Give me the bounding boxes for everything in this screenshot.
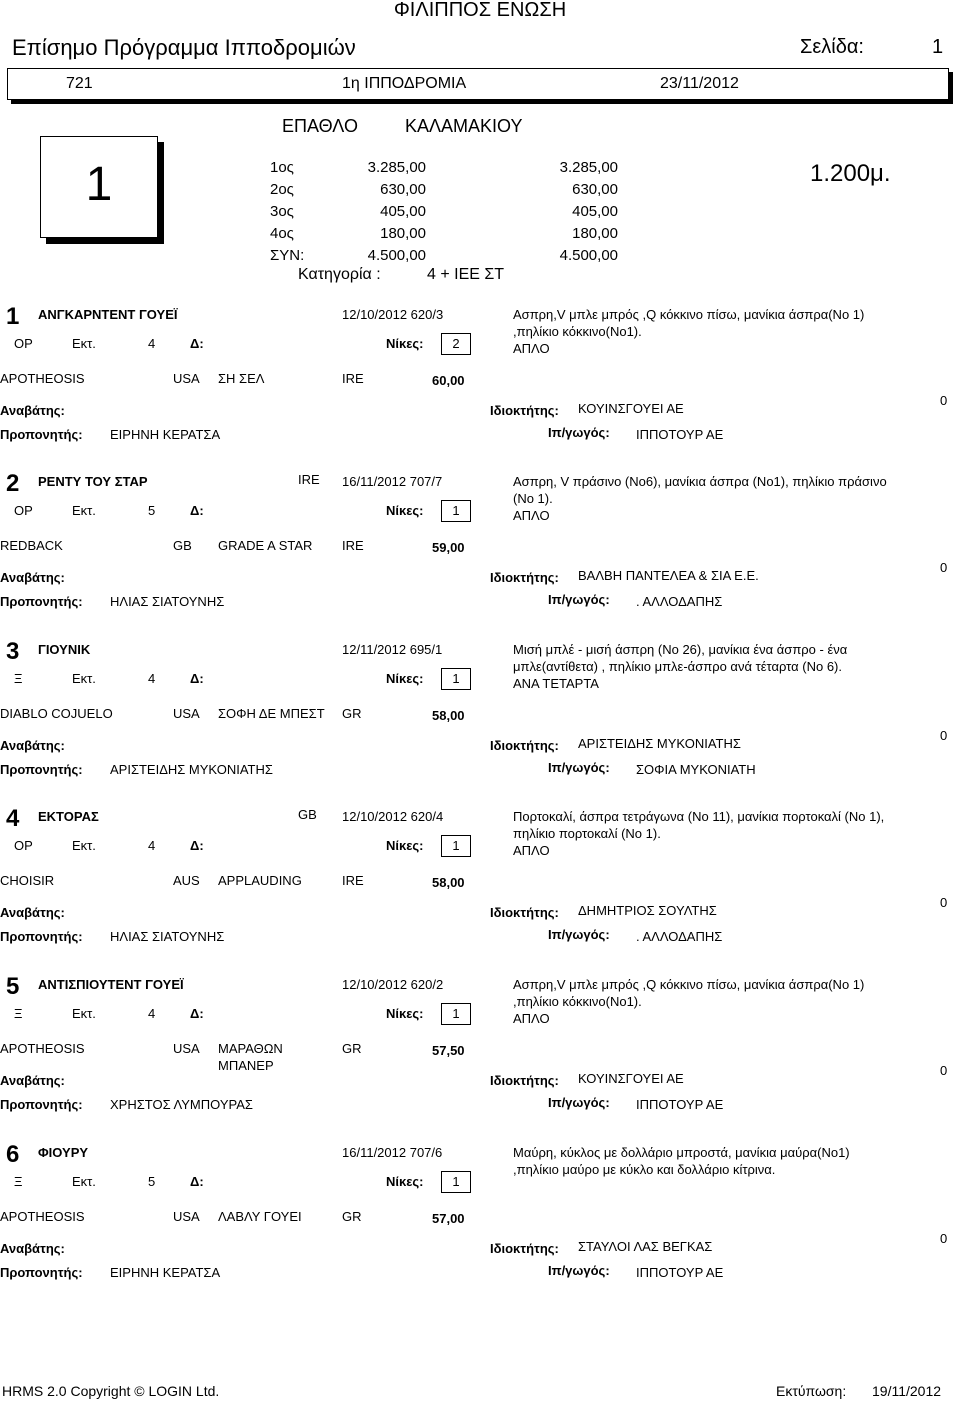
horse-name: ΦΙΟΥΡΥ <box>38 1145 89 1160</box>
breeder-name: ΙΠΠΟΤΟΥΡ ΑΕ <box>636 427 724 442</box>
prize-amount: 630,00 <box>380 180 426 198</box>
owner-label: Ιδιοκτήτης: <box>490 403 559 418</box>
horse-name: ΑΝΤΙΣΠΙΟΥΤΕΝΤ ΓΟΥΕΪ <box>38 977 184 992</box>
sire-name: DIABLO COJUELO <box>0 706 113 721</box>
owner-label: Ιδιοκτήτης: <box>490 738 559 753</box>
meeting-date: 23/11/2012 <box>660 75 739 92</box>
horse-origin: GB <box>298 807 317 822</box>
carried-weight: 58,00 <box>432 708 465 723</box>
silks-line-1: Ασπρη, V πράσινο (Νο6), μανίκια άσπρα (Νο1), πηλίκιο πράσινο <box>513 474 887 489</box>
wins-label: Νίκες: <box>386 1006 424 1021</box>
sire-country: AUS <box>173 873 200 888</box>
ekt-label: Εκτ. <box>72 1174 96 1189</box>
page-label: Σελίδα: <box>800 36 864 58</box>
wins-box: 1 <box>441 668 471 690</box>
trainer-label: Προπονητής: <box>0 1097 83 1112</box>
dam-country: IRE <box>342 873 364 888</box>
dam-country: GR <box>342 1041 362 1056</box>
breeder-label: Ιπ/γωγός: <box>548 1095 610 1110</box>
horse-entry <box>0 973 960 1147</box>
prize-row <box>270 178 618 200</box>
entry-code: 0 <box>940 728 948 743</box>
horse-sex: ΟΡ <box>14 336 33 351</box>
trainer-name: ΧΡΗΣΤΟΣ ΛΥΜΠΟΥΡΑΣ <box>110 1097 253 1112</box>
breeder-label: Ιπ/γωγός: <box>548 927 610 942</box>
breeder-label: Ιπ/γωγός: <box>548 760 610 775</box>
owner-label: Ιδιοκτήτης: <box>490 570 559 585</box>
last-race: 12/10/2012 620/2 <box>342 977 444 992</box>
horse-sex: Ξ <box>14 1006 23 1021</box>
horse-age: 4 <box>148 838 156 853</box>
prize-place: 1ος <box>270 158 294 176</box>
meeting-number: 721 <box>66 75 93 92</box>
wins-label: Νίκες: <box>386 1174 424 1189</box>
entry-code: 0 <box>940 1063 948 1078</box>
meeting-bar <box>7 68 949 100</box>
silks-line-3: ΑΠΛΟ <box>513 1011 550 1026</box>
sire-country: USA <box>173 371 200 386</box>
horse-age: 4 <box>148 671 156 686</box>
prize-table <box>270 156 618 266</box>
breeder-name: . ΑΛΛΟΔΑΠΗΣ <box>636 929 723 944</box>
horse-name: ΡΕΝΤΥ ΤΟΥ ΣΤΑΡ <box>38 474 148 489</box>
owner-name: ΑΡΙΣΤΕΙΔΗΣ ΜΥΚΟΝΙΑΤΗΣ <box>578 736 741 751</box>
silks-line-2: ,πηλίκιο κόκκινο(Νο1). <box>513 994 642 1009</box>
category-label: Κατηγορία : <box>298 266 381 283</box>
trainer-name: ΗΛΙΑΣ ΣΙΑΤΟΥΝΗΣ <box>110 594 225 609</box>
silks-line-3: ΑΝΑ ΤΕΤΑΡΤΑ <box>513 676 599 691</box>
race-distance: 1.200μ. <box>810 160 891 187</box>
ekt-label: Εκτ. <box>72 838 96 853</box>
horse-origin: IRE <box>298 472 320 487</box>
entry-code: 0 <box>940 393 948 408</box>
delta-label: Δ: <box>190 671 204 686</box>
dam-country: IRE <box>342 371 364 386</box>
trainer-label: Προπονητής: <box>0 1265 83 1280</box>
silks-line-3: ΑΠΛΟ <box>513 843 550 858</box>
prize-amount-total: 180,00 <box>572 224 618 242</box>
dam-name: ΛΑΒΛΥ ΓΟΥΕΙ <box>218 1209 302 1224</box>
last-race: 16/11/2012 707/6 <box>342 1145 443 1160</box>
owner-name: ΚΟΥΙΝΣΓΟΥΕΙ ΑΕ <box>578 1071 684 1086</box>
jockey-label: Αναβάτης: <box>0 403 65 418</box>
delta-label: Δ: <box>190 336 204 351</box>
silks-line-1: Ασπρη,V μπλε μπρός ,Q κόκκινο πίσω, μανίκια άσπρα(Νο 1) <box>513 307 865 322</box>
silks-line-2: πηλίκιο πορτοκαλί (Νο 1). <box>513 826 661 841</box>
prize-place: ΣΥΝ: <box>270 246 305 264</box>
entry-code: 0 <box>940 1231 948 1246</box>
horse-entry <box>0 470 960 644</box>
prize-row <box>270 222 618 244</box>
owner-label: Ιδιοκτήτης: <box>490 905 559 920</box>
prize-label: ΕΠΑΘΛΟ <box>282 116 358 136</box>
delta-label: Δ: <box>190 1174 204 1189</box>
trainer-label: Προπονητής: <box>0 427 83 442</box>
dam-name: ΜΑΡΑΘΩΝ <box>218 1041 283 1056</box>
ekt-label: Εκτ. <box>72 671 96 686</box>
prize-amount-total: 405,00 <box>572 202 618 220</box>
dam-name: GRADE A STAR <box>218 538 313 553</box>
horse-entry <box>0 303 960 477</box>
prize-amount-total: 630,00 <box>572 180 618 198</box>
dam-name: ΣΟΦΗ ΔΕ ΜΠΕΣΤ <box>218 706 325 721</box>
wins-label: Νίκες: <box>386 336 424 351</box>
ekt-label: Εκτ. <box>72 336 96 351</box>
jockey-label: Αναβάτης: <box>0 905 65 920</box>
trainer-name: ΕΙΡΗΝΗ ΚΕΡΑΤΣΑ <box>110 427 221 442</box>
carried-weight: 57,50 <box>432 1043 465 1058</box>
horse-number: 6 <box>6 1141 20 1168</box>
footer-copyright: HRMS 2.0 Copyright © LOGIN Ltd. <box>2 1383 220 1399</box>
trainer-name: ΑΡΙΣΤΕΙΔΗΣ ΜΥΚΟΝΙΑΤΗΣ <box>110 762 273 777</box>
trainer-label: Προπονητής: <box>0 594 83 609</box>
trainer-name: ΗΛΙΑΣ ΣΙΑΤΟΥΝΗΣ <box>110 929 225 944</box>
carried-weight: 59,00 <box>432 540 465 555</box>
wins-box: 1 <box>441 1171 471 1193</box>
trainer-label: Προπονητής: <box>0 929 83 944</box>
breeder-label: Ιπ/γωγός: <box>548 1263 610 1278</box>
owner-label: Ιδιοκτήτης: <box>490 1073 559 1088</box>
owner-name: ΣΤΑΥΛΟΙ ΛΑΣ ΒΕΓΚΑΣ <box>578 1239 713 1254</box>
prize-place: 3ος <box>270 202 294 220</box>
wins-box: 1 <box>441 835 471 857</box>
last-race: 12/10/2012 620/3 <box>342 307 444 322</box>
horse-number: 4 <box>6 805 20 832</box>
silks-line-1: Μαύρη, κύκλος με δολλάριο μπροστά, μανίκια μαύρα(Νο1) <box>513 1145 850 1160</box>
sire-name: APOTHEOSIS <box>0 1209 85 1224</box>
prize-place: 2ος <box>270 180 294 198</box>
sire-country: GB <box>173 538 192 553</box>
trainer-name: ΕΙΡΗΝΗ ΚΕΡΑΤΣΑ <box>110 1265 221 1280</box>
sire-country: USA <box>173 1041 200 1056</box>
owner-label: Ιδιοκτήτης: <box>490 1241 559 1256</box>
silks-line-1: Πορτοκαλί, άσπρα τετράγωνα (Νο 11), μανίκια πορτοκαλί (Νο 1), <box>513 809 885 824</box>
owner-name: ΔΗΜΗΤΡΙΟΣ ΣΟΥΛΤΗΣ <box>578 903 717 918</box>
prize-name: ΚΑΛΑΜΑΚΙΟΥ <box>405 116 523 136</box>
category-value: 4 + ΙΕΕ ΣΤ <box>427 266 505 283</box>
horse-entry <box>0 805 960 979</box>
carried-weight: 58,00 <box>432 875 465 890</box>
horse-age: 4 <box>148 336 156 351</box>
delta-label: Δ: <box>190 1006 204 1021</box>
horse-sex: Ξ <box>14 671 23 686</box>
breeder-name: ΙΠΠΟΤΟΥΡ ΑΕ <box>636 1265 724 1280</box>
race-number-box <box>40 136 158 238</box>
wins-box: 1 <box>441 500 471 522</box>
prize-row <box>270 156 618 178</box>
horse-sex: Ξ <box>14 1174 23 1189</box>
prize-amount: 4.500,00 <box>367 246 426 264</box>
jockey-label: Αναβάτης: <box>0 1241 65 1256</box>
horse-sex: ΟΡ <box>14 503 33 518</box>
wins-label: Νίκες: <box>386 838 424 853</box>
dam-country: GR <box>342 1209 362 1224</box>
breeder-label: Ιπ/γωγός: <box>548 425 610 440</box>
entry-code: 0 <box>940 895 948 910</box>
silks-line-2: μπλε(αντίθετα) , πηλίκιο μπλε-άσπρο ανά τέταρτα (Νο 6). <box>513 659 842 674</box>
breeder-name: ΣΟΦΙΑ ΜΥΚΟΝΙΑΤΗ <box>636 762 756 777</box>
horse-name: ΓΙΟΥΝΙΚ <box>38 642 91 657</box>
dam-country: IRE <box>342 538 364 553</box>
silks-line-2: ,πηλίκιο μαύρο με κύκλο και δολλάριο κίτρινα. <box>513 1162 776 1177</box>
wins-box: 1 <box>441 1003 471 1025</box>
race-number: 1 <box>85 158 113 211</box>
silks-line-3: ΑΠΛΟ <box>513 508 550 523</box>
horse-entry <box>0 638 960 812</box>
meeting-name: 1η ΙΠΠΟΔΡΟΜΙΑ <box>342 75 467 92</box>
document-title: ΦΙΛΙΠΠΟΣ ΕΝΩΣΗ <box>393 0 567 21</box>
breeder-name: ΙΠΠΟΤΟΥΡ ΑΕ <box>636 1097 724 1112</box>
dam-name: ΣΗ ΣΕΛ <box>218 371 265 386</box>
footer-print-label: Εκτύπωση: <box>776 1383 847 1399</box>
silks-line-1: Ασπρη,V μπλε μπρός ,Q κόκκινο πίσω, μανίκια άσπρα(Νο 1) <box>513 977 865 992</box>
last-race: 16/11/2012 707/7 <box>342 474 443 489</box>
sire-name: CHOISIR <box>0 873 55 888</box>
wins-box: 2 <box>441 333 471 355</box>
sire-name: APOTHEOSIS <box>0 1041 85 1056</box>
horse-number: 5 <box>6 973 20 1000</box>
horse-number: 2 <box>6 470 20 497</box>
sire-country: USA <box>173 706 200 721</box>
prize-amount-total: 4.500,00 <box>559 246 618 264</box>
dam-name: APPLAUDING <box>218 873 302 888</box>
horse-age: 5 <box>148 503 156 518</box>
horse-name: ΕΚΤΟΡΑΣ <box>38 809 99 824</box>
prize-amount: 3.285,00 <box>367 158 426 176</box>
prize-amount-total: 3.285,00 <box>559 158 618 176</box>
horse-name: ΑΝΓΚΑΡΝΤΕΝΤ ΓΟΥΕΪ <box>38 307 178 322</box>
carried-weight: 60,00 <box>432 373 465 388</box>
carried-weight: 57,00 <box>432 1211 465 1226</box>
silks-line-3: ΑΠΛΟ <box>513 341 550 356</box>
sire-country: USA <box>173 1209 200 1224</box>
document-subtitle: Επίσημο Πρόγραμμα Ιπποδρομιών <box>12 35 356 60</box>
footer-print-date: 19/11/2012 <box>872 1383 942 1399</box>
prize-row <box>270 244 618 266</box>
breeder-label: Ιπ/γωγός: <box>548 592 610 607</box>
delta-label: Δ: <box>190 503 204 518</box>
ekt-label: Εκτ. <box>72 1006 96 1021</box>
horse-entry <box>0 1141 960 1315</box>
ekt-label: Εκτ. <box>72 503 96 518</box>
breeder-name: . ΑΛΛΟΔΑΠΗΣ <box>636 594 723 609</box>
jockey-label: Αναβάτης: <box>0 738 65 753</box>
owner-name: ΒΑΛΒΗ ΠΑΝΤΕΛΕΑ & ΣΙΑ Ε.Ε. <box>578 568 759 583</box>
jockey-label: Αναβάτης: <box>0 570 65 585</box>
horse-number: 3 <box>6 638 20 665</box>
horse-age: 4 <box>148 1006 156 1021</box>
dam-country: GR <box>342 706 362 721</box>
entry-code: 0 <box>940 560 948 575</box>
prize-row <box>270 200 618 222</box>
page-number: 1 <box>932 36 944 58</box>
sire-name: APOTHEOSIS <box>0 371 85 386</box>
horse-age: 5 <box>148 1174 156 1189</box>
trainer-label: Προπονητής: <box>0 762 83 777</box>
prize-place: 4ος <box>270 224 294 242</box>
last-race: 12/10/2012 620/4 <box>342 809 444 824</box>
prize-amount: 180,00 <box>380 224 426 242</box>
silks-line-1: Μισή μπλέ - μισή άσπρη (Νο 26), μανίκια ένα άσπρο - ένα <box>513 642 848 657</box>
sire-name: REDBACK <box>0 538 63 553</box>
silks-line-2: ,πηλίκιο κόκκινο(Νο1). <box>513 324 642 339</box>
horse-number: 1 <box>6 303 20 330</box>
wins-label: Νίκες: <box>386 503 424 518</box>
wins-label: Νίκες: <box>386 671 424 686</box>
owner-name: ΚΟΥΙΝΣΓΟΥΕΙ ΑΕ <box>578 401 684 416</box>
delta-label: Δ: <box>190 838 204 853</box>
horse-sex: ΟΡ <box>14 838 33 853</box>
dam-name-line-2: ΜΠΑΝΕΡ <box>218 1058 274 1073</box>
jockey-label: Αναβάτης: <box>0 1073 65 1088</box>
prize-amount: 405,00 <box>380 202 426 220</box>
last-race: 12/11/2012 695/1 <box>342 642 443 657</box>
silks-line-2: (Νο 1). <box>513 491 553 506</box>
